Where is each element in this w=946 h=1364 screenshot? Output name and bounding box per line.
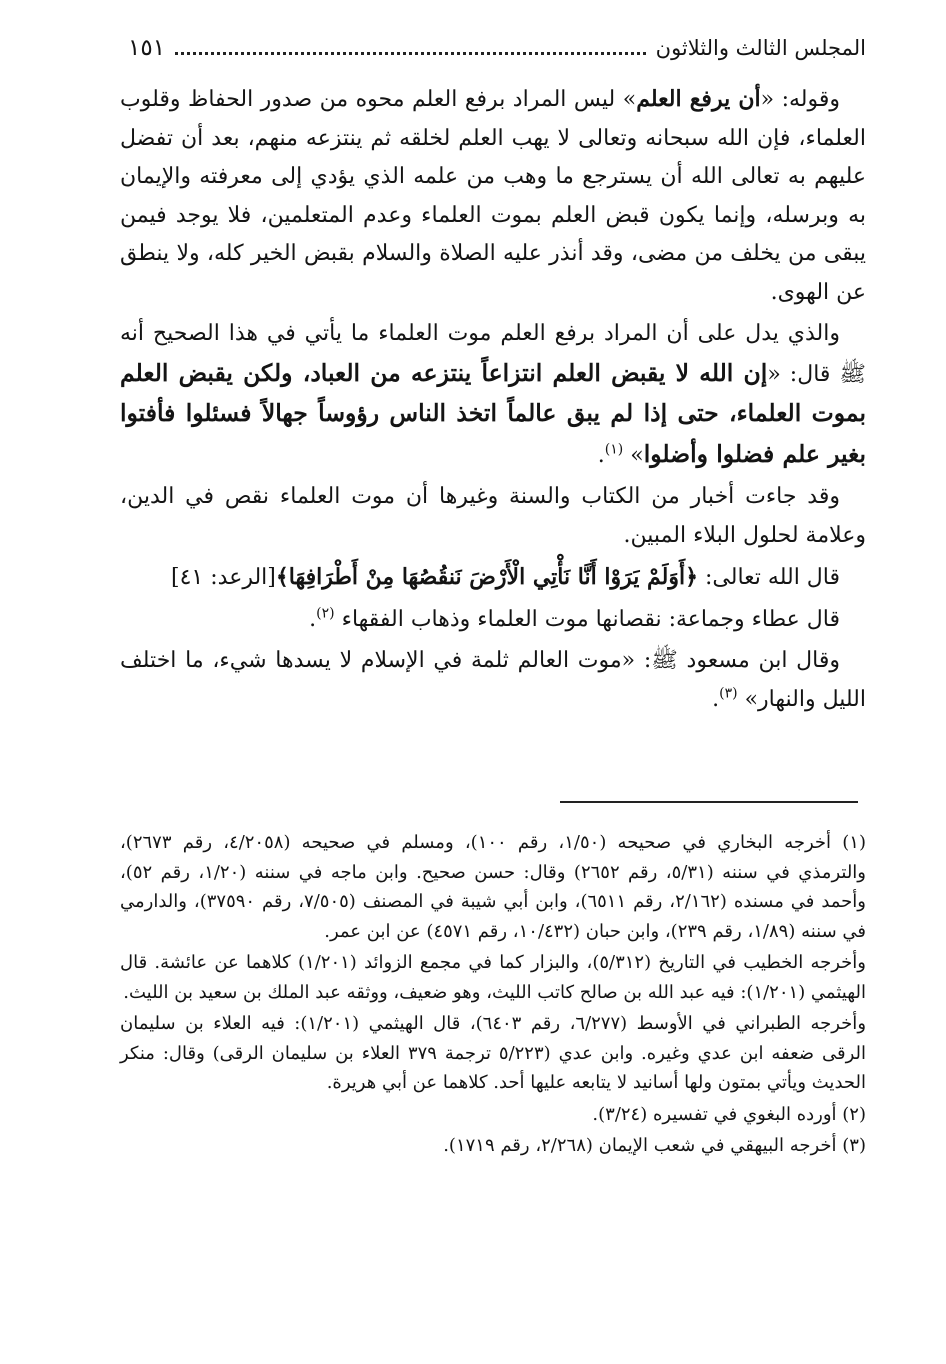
paragraph-1: [120, 80, 866, 312]
quran-verse: ﴿أَوَلَمْ يَرَوْا أَنَّا نَأْتِي الْأَرْضَ نَنقُصُهَا مِنْ أَطْرَافِهَا﴾: [275, 564, 699, 590]
paragraph-3: وقد جاءت أخبار من الكتاب والسنة وغيرها أن موت العلماء نقص في الدين، وعلامة لحلول البلاء المبين.: [120, 484, 866, 548]
p6-end: .: [712, 686, 720, 712]
paragraph-2: [120, 315, 866, 475]
p2-close: »: [630, 442, 644, 468]
p1-lead: وقوله: «: [760, 87, 841, 112]
footnote-separator: [560, 801, 858, 803]
p4-lead: قال الله تعالى:: [698, 565, 840, 590]
p2-end: .: [597, 442, 605, 468]
main-text: [120, 80, 866, 722]
footnotes: [120, 828, 866, 1163]
p2-lead: والذي يدل على أن المراد برفع العلم موت العلماء ما يأتي في هذا الصحيح أنه ﷺ قال: «: [120, 321, 867, 387]
footnote-2: (٢) أورده البغوي في تفسيره (٣/٢٤).: [592, 1103, 866, 1125]
paragraph-5: [120, 601, 866, 640]
verse-citation: [الرعد: ٤١]: [171, 565, 276, 590]
footnote-1: (١) أخرجه البخاري في صحيحه (١/٥٠، رقم ١٠٠)، ومسلم في صحيحه (٤/٢٠٥٨، رقم ٢٦٧٣)، والترمذي في سننه (٥/٣١، رقم ٢٦٥٢) وقال: حسن صحيح. وابن ماجه في سننه (١/٢٠، رقم ٥٢)، وأحمد في مسنده (٢/١٦٢، رقم ٦٥١١)، وابن أبي شيبة في المصنف (٧/٥٠٥، رقم ٣٧٥٩٠)، والدارمي في سننه (١/٨٩، رقم ٢٣٩)، وابن حبان (١٠/٤٣٢، رقم ٤٥٧١) عن ابن عمر.: [120, 832, 866, 942]
footnote-1-continued: وأخرجه الخطيب في التاريخ (٥/٣١٢)، والبزار كما في مجمع الزوائد (١/٢٠١) كلاهما عن عائشة. قال الهيثمي (١/٢٠١): فيه عبد الله بن صالح كاتب الليث، وهو ضعيف، ووثقه عبد الملك بن سعيد بن الليث.: [120, 952, 866, 1003]
hadith-text: إن الله لا يقبض العلم انتزاعاً ينتزعه من العباد، ولكن يقبض العلم بموت العلماء، حتى إذا لم يبق عالماً اتخذ الناس رؤوساً جهالاً فسئلوا فأفتوا بغير علم فضلوا وأضلوا: [120, 358, 866, 468]
chapter-title: المجلس الثالث والثلاثون: [655, 36, 866, 60]
footnote-1-continued-2: وأخرجه الطبراني في الأوسط (٦/٢٧٧، رقم ٦٤٠٣)، قال الهيثمي (١/٢٠١): فيه العلاء بن سليمان الرقى ضعفه ابن عدي وغيره. وابن عدي (٥/٢٢٣ ترجمة ٣٧٩ العلاء بن سليمان الرقى) وقال: منكر الحديث ويأتي بمتون ولها أسانيد لا يتابعه عليها أحد. كلاهما عن أبي هريرة.: [120, 1013, 867, 1093]
p5-end: .: [309, 606, 317, 632]
footnote-3: (٣) أخرجه البيهقي في شعب الإيمان (٢/٢٦٨، رقم ١٧١٩).: [443, 1135, 866, 1156]
header-dot-leader: [175, 52, 646, 55]
p5-text: قال عطاء وجماعة: نقصانها موت العلماء وذهاب الفقهاء: [341, 606, 840, 632]
p1-key-phrase: أن يرفع العلم: [636, 86, 761, 112]
footnote-ref-3: (٣): [719, 685, 738, 702]
p1-text: » ليس المراد برفع العلم محوه من صدور الحفاظ وقلوب العلماء، فإن الله سبحانه وتعالى لا يهب العلم لخلقه ثم ينتزعه منهم، بعد أن تفضل عليهم به تعالى الله أن يسترجع ما وهب من علمه الذي يؤدي إلى معرفته والإيمان به وبرسله، وإنما يكون قبض العلم بموت العلماء وعدم المتعلمين، فلا يوجد فيمن يبقى من يخلف من مضى، وقد أنذر عليه الصلاة والسلام بقبض الخير كله، ولا ينطق عن الهوى.: [120, 87, 866, 305]
footnote-ref-2: (٢): [316, 605, 335, 622]
p6-text: وقال ابن مسعود ﷺ: «موت العالم ثلمة في الإسلام لا يسدها شيء، ما اختلف الليل والنهار»: [120, 648, 866, 712]
footnote-ref-1: (١): [604, 441, 624, 458]
paragraph-6: [120, 642, 866, 719]
running-header: [128, 28, 866, 68]
page-number: ١٥١: [128, 35, 166, 61]
paragraph-4: [120, 558, 866, 598]
